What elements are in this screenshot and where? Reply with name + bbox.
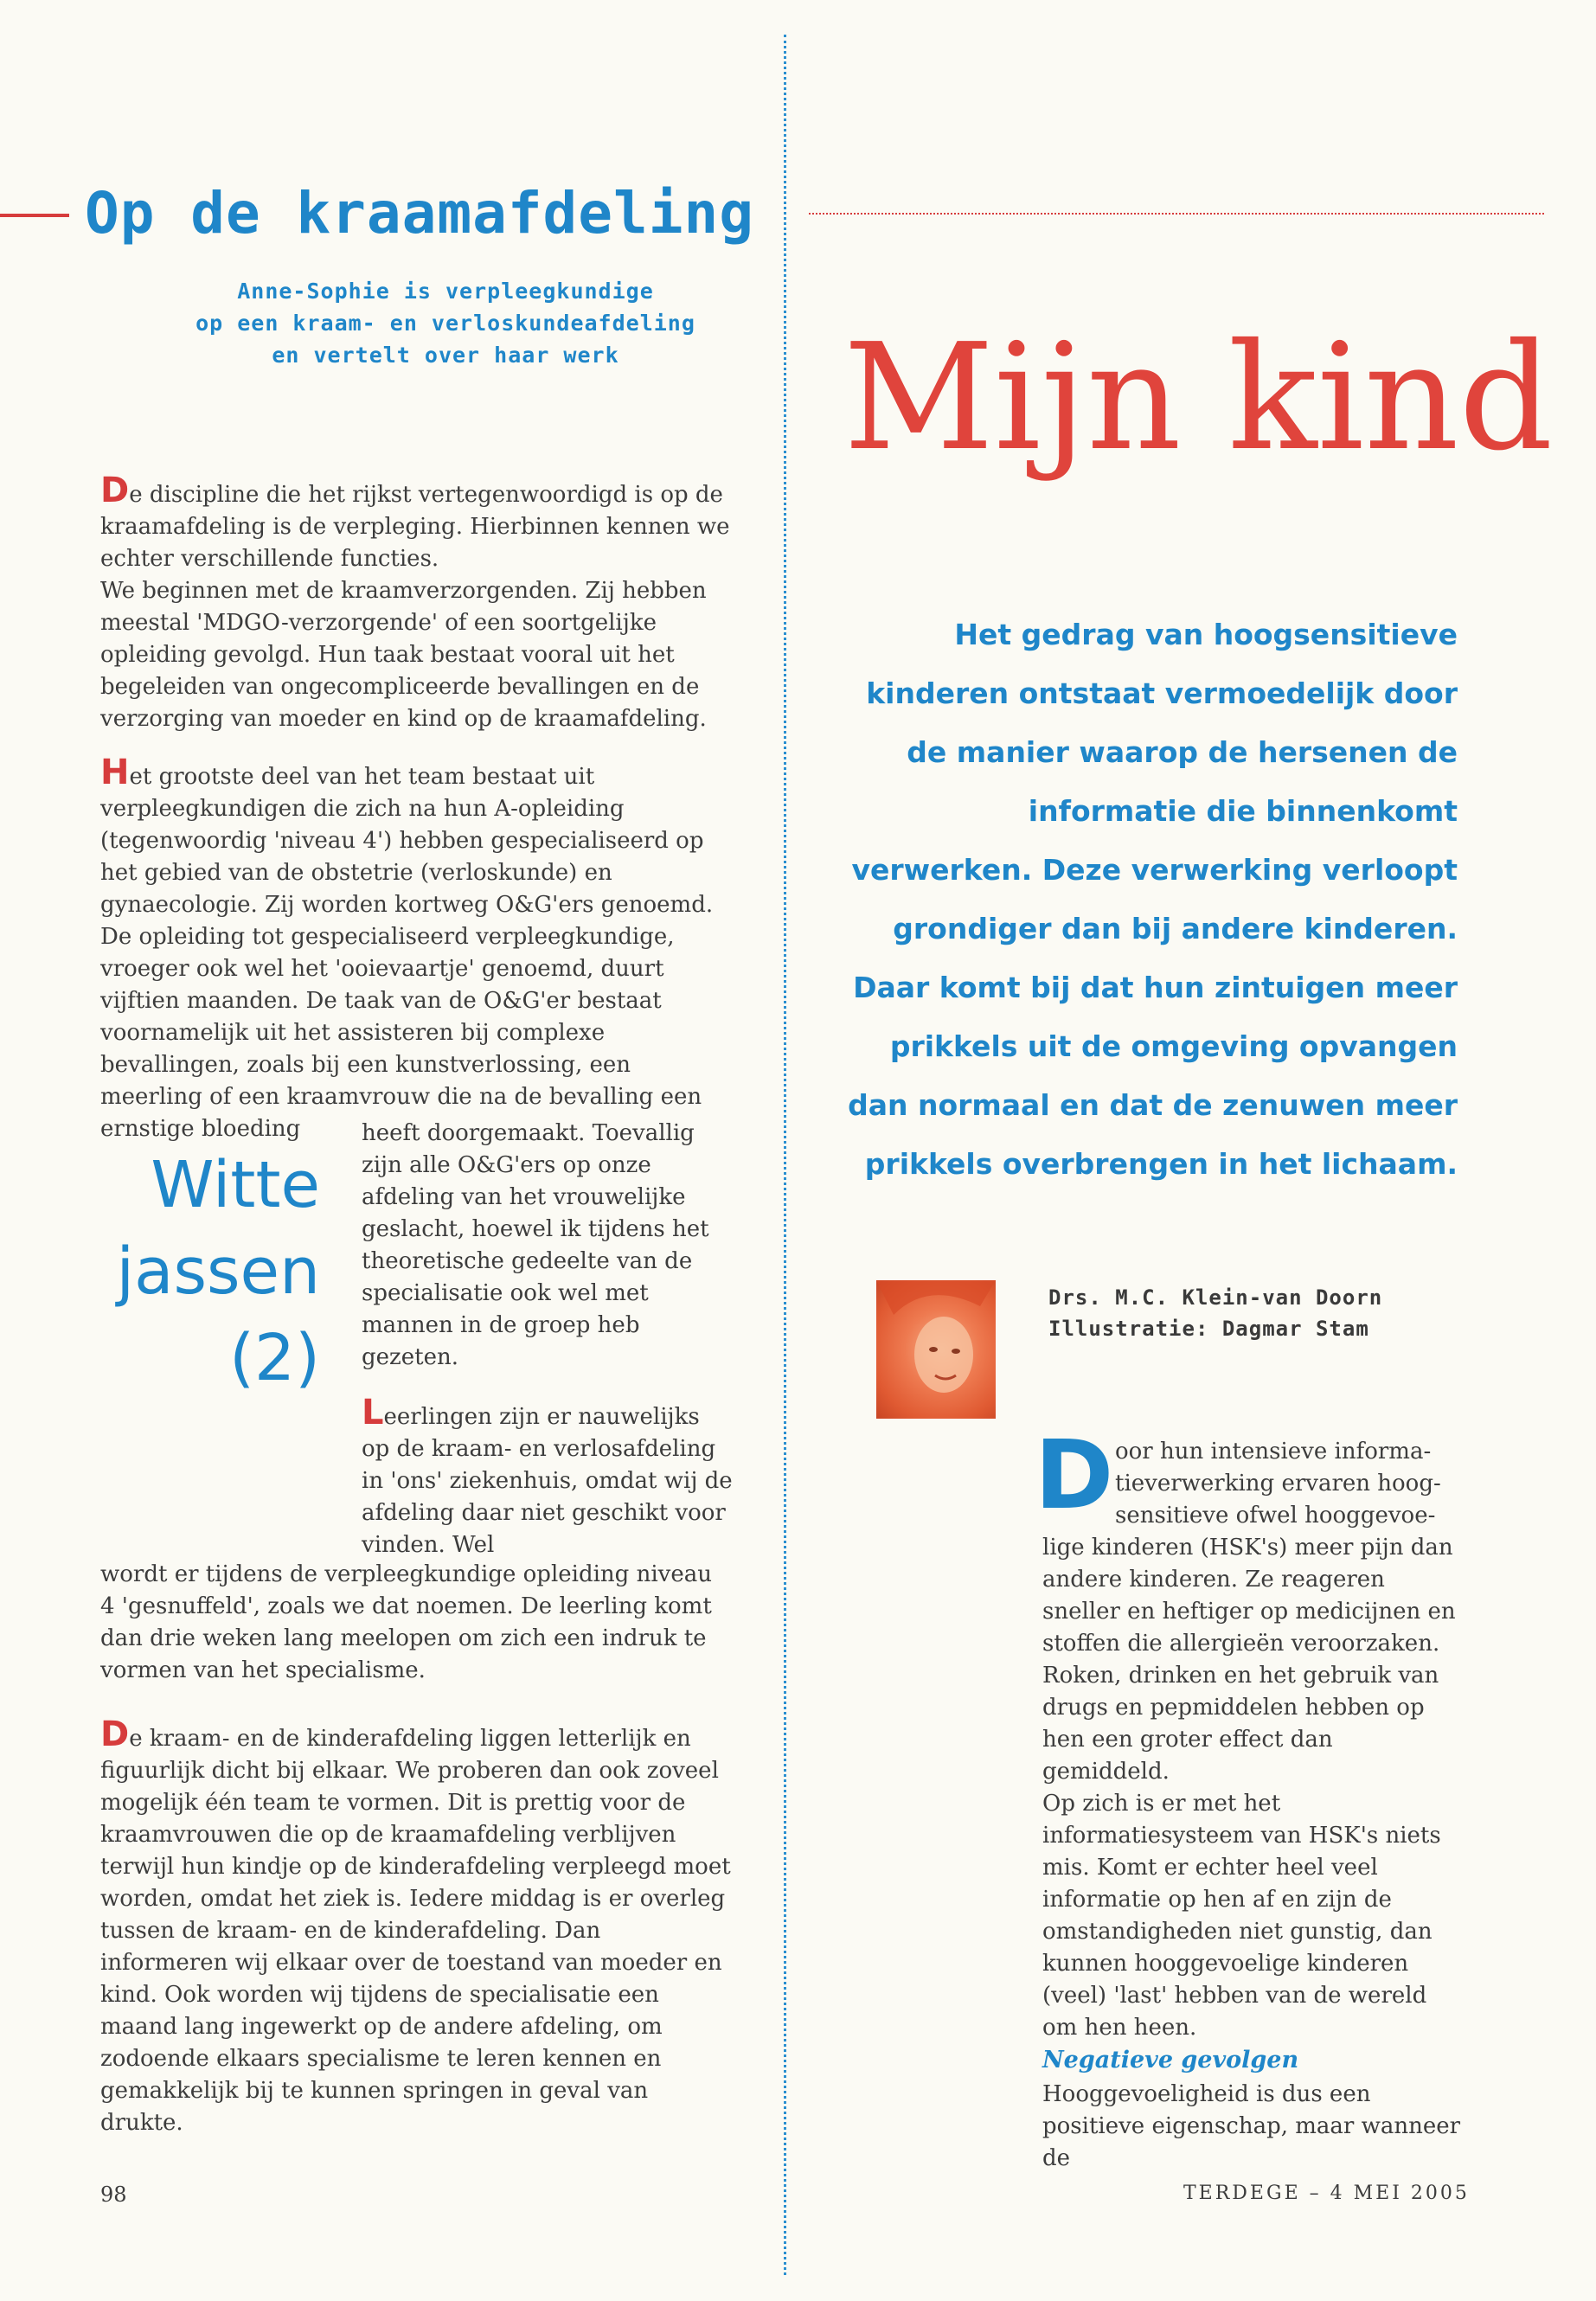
paragraph-2-continued xyxy=(362,1118,734,1374)
right-paragraph-1-lead xyxy=(1115,1436,1461,1532)
paragraph-text: We beginnen met de kraamverzorgenden. Zij hebben meestal 'MDGO-verzorgende' of een soortgelijke opleiding gevolgd. Hun taak bestaat vooral uit het begeleiden van ongecompliceerde bevallingen en de verzorging van moeder en kind op de kraamafdeling. xyxy=(100,578,707,732)
left-page-title: Op de kraamafdeling xyxy=(85,180,754,247)
author-name: Drs. M.C. Klein-van Doorn xyxy=(1048,1285,1383,1310)
section-subhead: Negatieve gevolgen xyxy=(1042,2047,1299,2073)
subtitle-line: en vertelt over haar werk xyxy=(272,343,619,368)
footer-issue: TERDEGE – 4 MEI 2005 xyxy=(1183,2182,1470,2204)
credits xyxy=(1048,1282,1382,1344)
column-title xyxy=(87,1142,320,1401)
subtitle-line: op een kraam- en verloskundeafdeling xyxy=(195,311,695,336)
subtitle-line: Anne-Sophie is verpleegkundige xyxy=(237,279,654,304)
left-page-subtitle xyxy=(143,275,748,371)
paragraph-4 xyxy=(100,1715,732,2139)
paragraph-text: Op zich is er met het informatiesysteem van HSK's niets mis. Komt er echter heel veel informatie op hen af en zijn de omstandigheden niet gunstig, dan kunnen hooggevoelige kinderen (veel) 'last' hebben van de wereld om hen heen. xyxy=(1042,1791,1441,2041)
intro-paragraph: Het gedrag van hoogsensitieve kinderen ontstaat vermoedelijk door de manier waarop de hersenen de informatie die binnenkomt verwerken. Deze verwerking verloopt grondiger dan bij andere kinderen. Daar komt bij dat hun zintuigen meer prikkels uit de omgeving opvangen dan normaal en dat de zenuwen meer prikkels overbrengen in het lichaam. xyxy=(848,618,1458,1181)
paragraph-text: Hooggevoeligheid is dus een positieve eigenschap, maar wanneer de xyxy=(1042,2081,1461,2171)
paragraph-text: e discipline die het rijkst vertegenwoordigd is op de kraamafdeling is de verpleging. Hierbinnen kennen we echter verschillende functies. xyxy=(100,482,730,572)
paragraph-text: e kraam- en de kinderafdeling liggen letterlijk en figuurlijk dicht bij elkaar. We proberen dan ook zoveel mogelijk één team te vormen. Dit is prettig voor de kraamvrouwen die op de kraamafdeling verblijven terwijl hun kindje op de kinderafdeling verpleegd moet worden, omdat het ziek is. Iedere middag is er overleg tussen de kraam- en de kinderafdeling. Dan informeren wij elkaar over de toestand van moeder en kind. Ook worden wij tijdens de specialisatie een maand lang ingewerkt op de andere afdeling, om zodoende elkaars specialisme te leren kennen en gemakkelijk bij te kunnen springen in geval van drukte. xyxy=(100,1726,731,2136)
column-title-line: Witte xyxy=(151,1148,320,1222)
paragraph-text: eerlingen zijn er nauwelijks op de kraam- en verlosafdeling in 'ons' ziekenhuis, omdat wij de afdeling daar niet geschikt voor vinden. Wel xyxy=(362,1404,733,1558)
paragraph-3-continued xyxy=(100,1559,732,1687)
right-page-title: Mijn kind xyxy=(843,312,1554,484)
paragraph-text: et grootste deel van het team bestaat uit verpleegkundigen die zich na hun A-opleiding (tegenwoordig 'niveau 4') hebben gespecialiseerd op het gebied van de obstetrie (verloskunde) en gynaecologie. Zij worden kortweg O&G'ers genoemd. De opleiding tot gespecialiseerd verpleegkundige, vroeger ook wel het 'ooievaartje' genoemd, duurt vijftien maanden. De taak van de O&G'er bestaat voornamelijk uit het assisteren bij complexe bevallingen, zoals bij een kunstverlossing, een meerling of een kraamvrouw die na de bevalling een ernstige bloeding xyxy=(100,764,714,1142)
drop-cap: D xyxy=(1035,1420,1114,1530)
page-divider xyxy=(784,35,786,2275)
page-number: 98 xyxy=(100,2182,127,2207)
right-paragraph-1 xyxy=(1042,1532,1466,2044)
paragraph-1 xyxy=(100,471,732,735)
drop-cap: H xyxy=(100,753,130,792)
drop-cap: L xyxy=(362,1393,384,1433)
paragraph-text: lige kinderen (HSK's) meer pijn dan andere kinderen. Ze reageren sneller en heftiger op medicijnen en stoffen die allergieën veroorzaken. Roken, drinken en het gebruik van drugs en pepmiddelen hebben op hen een groter effect dan gemiddeld. xyxy=(1042,1535,1456,1785)
drop-cap: D xyxy=(100,1715,130,1754)
column-title-line: (2) xyxy=(229,1321,320,1395)
paragraph-2 xyxy=(100,753,732,1145)
portrait-icon xyxy=(876,1280,996,1419)
author-photo xyxy=(876,1280,996,1419)
paragraph-text: oor hun intensieve informa-tieverwerking ervaren hoog-sensitieve ofwel hooggevoe- xyxy=(1115,1439,1441,1529)
paragraph-3 xyxy=(362,1393,734,1561)
drop-cap: D xyxy=(100,471,130,510)
column-title-line: jassen xyxy=(116,1234,320,1309)
paragraph-text: wordt er tijdens de verpleegkundige opleiding niveau 4 'gesnuffeld', zoals we dat noemen. De leerling komt dan drie weken lang meelopen om zich een indruk te vormen van het specialisme. xyxy=(100,1561,712,1683)
header-rule xyxy=(809,213,1544,215)
right-paragraph-3 xyxy=(1042,2079,1466,2175)
illustration-credit: Illustratie: Dagmar Stam xyxy=(1048,1317,1369,1341)
paragraph-text: heeft doorgemaakt. Toevallig zijn alle O&G'ers op onze afdeling van het vrouwelijke geslacht, hoewel ik tijdens het theoretische gedeelte van de specialisatie ook wel met mannen in de groep heb gezeten. xyxy=(362,1120,709,1370)
title-rule xyxy=(0,214,69,217)
